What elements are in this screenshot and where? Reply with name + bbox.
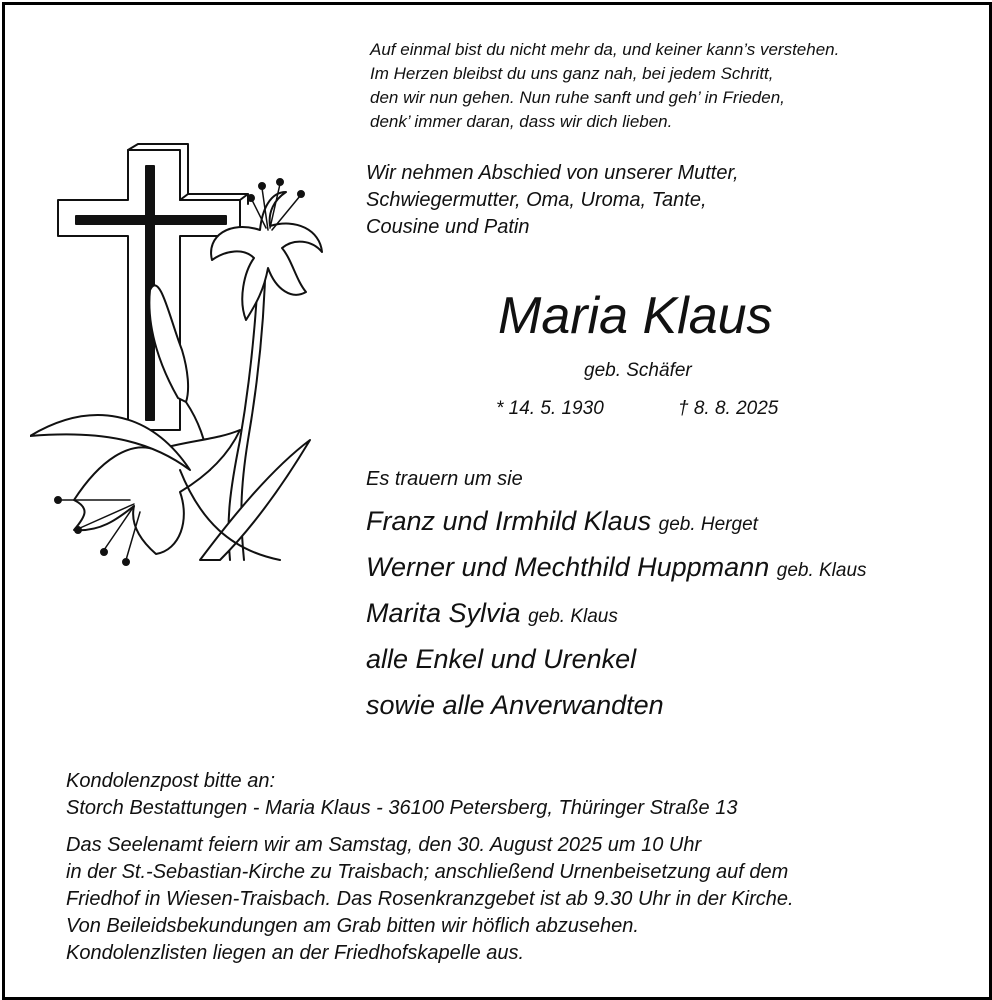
mourner-entry: [366, 500, 867, 546]
farewell-line: Schwiegermutter, Oma, Uroma, Tante,: [366, 189, 707, 211]
mourner-suffix: geb. Herget: [658, 514, 758, 535]
service-line: Von Beileidsbekundungen am Grab bitten wir höflich abzusehen.: [66, 915, 639, 937]
service-line: Kondolenzlisten liegen an der Friedhofskapelle aus.: [66, 942, 525, 964]
poem-line: Im Herzen bleibst du uns ganz nah, bei jedem Schritt,: [370, 64, 774, 83]
death-date: † 8. 8. 2025: [678, 398, 779, 419]
mourner-suffix: geb. Klaus: [528, 606, 618, 627]
farewell-line: Cousine und Patin: [366, 216, 530, 238]
mourner-name: sowie alle Anverwandten: [366, 690, 664, 720]
deceased-name: Maria Klaus: [498, 287, 773, 345]
mourner-entry: [366, 592, 867, 638]
service-details: [66, 832, 794, 967]
mourner-entry: [366, 684, 867, 730]
mourners-intro: Es trauern um sie: [366, 468, 523, 490]
mourner-entry: [366, 546, 867, 592]
farewell-line: Wir nehmen Abschied von unserer Mutter,: [366, 162, 739, 184]
service-line: Das Seelenamt feiern wir am Samstag, den 30. August 2025 um 10 Uhr: [66, 834, 702, 856]
mourners-list: [366, 500, 867, 730]
mourner-entry: [366, 638, 867, 684]
poem-line: den wir nun gehen. Nun ruhe sanft und geh’ in Frieden,: [370, 88, 785, 107]
farewell-text: [366, 160, 739, 241]
poem-line: denk’ immer daran, dass wir dich lieben.: [370, 112, 673, 131]
service-line: in der St.-Sebastian-Kirche zu Traisbach; anschließend Urnenbeisetzung auf dem: [66, 861, 789, 883]
poem: [370, 38, 839, 134]
service-line: Friedhof in Wiesen-Traisbach. Das Rosenkranzgebet ist ab 9.30 Uhr in der Kirche.: [66, 888, 794, 910]
condolence-address: [66, 768, 737, 822]
birth-date: * 14. 5. 1930: [496, 398, 604, 419]
mourner-name: alle Enkel und Urenkel: [366, 644, 637, 674]
mourner-name: Marita Sylvia: [366, 598, 521, 628]
cross-with-lilies-icon: [30, 140, 340, 580]
mourner-name: Werner und Mechthild Huppmann: [366, 552, 770, 582]
mourner-suffix: geb. Klaus: [776, 560, 867, 581]
condolence-line: Storch Bestattungen - Maria Klaus - 36100 Petersberg, Thüringer Straße 13: [66, 797, 738, 819]
poem-line: Auf einmal bist du nicht mehr da, und keiner kann’s verstehen.: [370, 40, 840, 59]
condolence-line: Kondolenzpost bitte an:: [66, 770, 276, 792]
deceased-maiden-name: geb. Schäfer: [584, 360, 692, 381]
mourner-name: Franz und Irmhild Klaus: [366, 506, 652, 536]
